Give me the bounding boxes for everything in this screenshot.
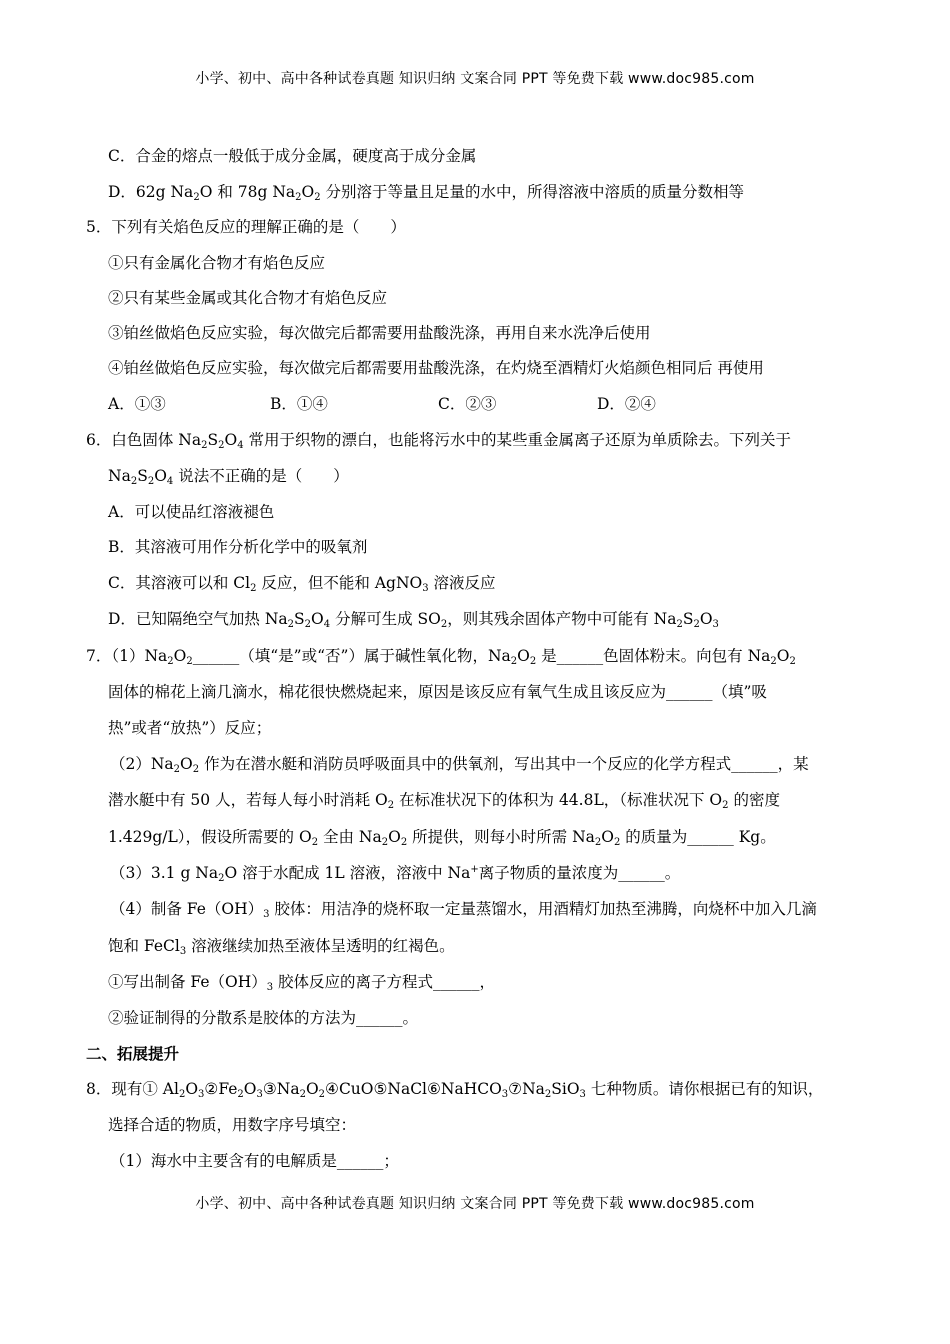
q6-text: 反应，但不能和 AgNO bbox=[256, 574, 423, 592]
q8-text: ③Na bbox=[262, 1080, 300, 1098]
q7-text: O bbox=[173, 647, 187, 665]
q6-text: ，则其残余固体产物中可能有 Na bbox=[447, 610, 677, 628]
subscript: 2 bbox=[304, 619, 312, 630]
q6-text: S bbox=[207, 431, 219, 449]
q6-text: S bbox=[682, 610, 694, 628]
subscript: 2 bbox=[193, 192, 200, 203]
q8-text: ⑦Na bbox=[508, 1080, 545, 1098]
subscript: 3 bbox=[263, 909, 270, 920]
q7-line9 bbox=[108, 935, 455, 957]
q4-d-text: D．62g Na bbox=[108, 183, 194, 201]
q7-text: O bbox=[517, 647, 530, 665]
subscript: 2 bbox=[295, 192, 302, 203]
q6-text: D．已知隔绝空气加热 Na bbox=[108, 610, 288, 628]
q6-stem-line2 bbox=[108, 465, 349, 487]
subscript: 3 bbox=[501, 1089, 509, 1100]
q7-text: O bbox=[601, 828, 614, 846]
subscript: 2 bbox=[544, 1089, 552, 1100]
subscript: 2 bbox=[201, 440, 208, 451]
subscript: 3 bbox=[256, 1089, 263, 1100]
q8-text: 七种物质。请你根据已有的知识， bbox=[585, 1080, 824, 1098]
q6-text: O bbox=[224, 431, 238, 449]
subscript: 2 bbox=[167, 656, 174, 667]
q8-text: SiO bbox=[551, 1080, 580, 1098]
subscript: 3 bbox=[266, 982, 274, 993]
q5-option-c: C．②③ bbox=[438, 395, 497, 413]
subscript: 2 bbox=[314, 192, 321, 203]
q8-line3: （1）海水中主要含有的电解质是______； bbox=[110, 1152, 399, 1170]
subscript: 4 bbox=[237, 440, 244, 451]
q6-option-c bbox=[108, 572, 496, 594]
q7-line6 bbox=[108, 826, 776, 848]
q7-text: 的密度 bbox=[728, 791, 780, 809]
subscript: 2 bbox=[173, 764, 181, 775]
q7-text: （4）制备 Fe（OH） bbox=[110, 900, 264, 918]
subscript: 2 bbox=[218, 440, 225, 451]
q7-text: 胶体：用洁净的烧杯取一定量蒸馏水，用酒精灯加热至沸腾，向烧杯中加入几滴 bbox=[269, 900, 817, 918]
subscript: 2 bbox=[440, 619, 448, 630]
q7-text: 潜水艇中有 50 人，若每人每小时消耗 O bbox=[108, 791, 388, 809]
q5-option-d: D．②④ bbox=[597, 395, 656, 413]
q6-option-b: B．其溶液可用作分析化学中的吸氧剂 bbox=[108, 538, 368, 556]
subscript: 2 bbox=[287, 619, 295, 630]
q5-statement-1: ①只有金属化合物才有焰色反应 bbox=[108, 254, 326, 272]
q4-d-text: O 和 78g Na bbox=[199, 183, 296, 201]
q7-line11: ②验证制得的分散系是胶体的方法为______。 bbox=[108, 1009, 419, 1027]
q4-option-c-text: C．合金的熔点一般低于成分金属，硬度高于成分金属 bbox=[108, 147, 477, 165]
q6-text: 说法不正确的是（ ） bbox=[173, 467, 349, 485]
q6-text: Na bbox=[108, 467, 131, 485]
subscript: 2 bbox=[192, 764, 200, 775]
q7-text: O 溶于水配成 1L 溶液，溶液中 Na bbox=[224, 864, 471, 882]
q7-text: （2）Na bbox=[110, 755, 174, 773]
q5-statement-2: ②只有某些金属或其化合物才有焰色反应 bbox=[108, 289, 388, 307]
q7-text: （3）3.1 g Na bbox=[110, 864, 219, 882]
subscript: 2 bbox=[676, 619, 683, 630]
q6-text: O bbox=[311, 610, 324, 628]
subscript: 2 bbox=[318, 1089, 326, 1100]
q6-text: S bbox=[294, 610, 305, 628]
q5-statement-3: ③铂丝做焰色反应实验，每次做完后都需要用盐酸洗涤，再用自来水洗净后使用 bbox=[108, 324, 651, 342]
q7-text: 的质量为______ Kg。 bbox=[620, 828, 776, 846]
q7-line10 bbox=[108, 971, 495, 993]
q7-text: O bbox=[388, 828, 401, 846]
q7-text: 所提供，则每小时所需 Na bbox=[407, 828, 595, 846]
q7-line2: 固体的棉花上滴几滴水，棉花很快燃烧起来，原因是该反应有氧气生成且该反应为______（填”吸 bbox=[108, 683, 767, 701]
q6-text: S bbox=[137, 467, 148, 485]
q6-text: 常用于织物的漂白，也能将污水中的某些重金属离子还原为单质除去。下列关于 bbox=[243, 431, 791, 449]
q7-line1 bbox=[86, 645, 796, 667]
q4-d-text: O bbox=[301, 183, 315, 201]
q7-text: ______（填“是”或“否”）属于碱性氧化物，Na bbox=[192, 647, 511, 665]
q7-text: 7．（1）Na bbox=[86, 647, 168, 665]
q8-text: O bbox=[243, 1080, 257, 1098]
q7-line4 bbox=[110, 753, 809, 775]
q7-text: 饱和 FeCl bbox=[108, 937, 180, 955]
page-footer: 小学、初中、高中各种试卷真题 知识归纳 文案合同 PPT 等免费下载 www.doc985.com bbox=[195, 1196, 755, 1212]
q6-text: O bbox=[699, 610, 713, 628]
subscript: 3 bbox=[712, 619, 719, 630]
subscript: 2 bbox=[250, 583, 257, 594]
q7-text: 离子物质的量浓度为______。 bbox=[478, 864, 681, 882]
subscript: 2 bbox=[381, 837, 389, 848]
q7-text: 胶体反应的离子方程式______， bbox=[273, 973, 496, 991]
subscript: 2 bbox=[218, 873, 225, 884]
q7-text: ①写出制备 Fe（OH） bbox=[108, 973, 267, 991]
subscript: 3 bbox=[579, 1089, 586, 1100]
subscript: 4 bbox=[166, 476, 174, 487]
section-heading: 二、拓展提升 bbox=[86, 1044, 180, 1063]
q7-text: 全由 Na bbox=[318, 828, 382, 846]
q6-text: 6．白色固体 Na bbox=[86, 431, 202, 449]
subscript: 2 bbox=[130, 476, 138, 487]
q8-text: ④CuO⑤NaCl⑥NaHCO bbox=[325, 1080, 502, 1098]
subscript: 2 bbox=[147, 476, 155, 487]
q7-text: 作为在潜水艇和消防员呼吸面具中的供氧剂，写出其中一个反应的化学方程式______，某 bbox=[199, 755, 809, 773]
q8-line1 bbox=[86, 1078, 823, 1100]
subscript: 3 bbox=[179, 946, 187, 957]
subscript: 2 bbox=[789, 656, 796, 667]
subscript: 2 bbox=[594, 837, 602, 848]
page-header: 小学、初中、高中各种试卷真题 知识归纳 文案合同 PPT 等免费下载 www.doc985.com bbox=[195, 71, 755, 87]
q6-text: O bbox=[154, 467, 167, 485]
subscript: 2 bbox=[299, 1089, 306, 1100]
q8-text: O bbox=[305, 1080, 319, 1098]
subscript: 2 bbox=[613, 837, 621, 848]
q6-option-a: A．可以使品红溶液褪色 bbox=[108, 503, 275, 521]
subscript: 2 bbox=[529, 656, 537, 667]
q7-text: O bbox=[776, 647, 790, 665]
subscript: 2 bbox=[722, 800, 729, 811]
q8-text: O bbox=[185, 1080, 199, 1098]
q5-statement-4: ④铂丝做焰色反应实验，每次做完后都需要用盐酸洗涤，在灼烧至酒精灯火焰颜色相同后 再使用 bbox=[108, 359, 764, 377]
q6-text: 溶液反应 bbox=[428, 574, 496, 592]
q8-line2: 选择合适的物质，用数字序号填空： bbox=[108, 1116, 357, 1134]
q8-text: ②Fe bbox=[204, 1080, 238, 1098]
q4-option-c bbox=[108, 145, 476, 167]
superscript: + bbox=[470, 864, 479, 875]
q7-text: 在标准状况下的体积为 44.8L，（标准状况下 O bbox=[394, 791, 723, 809]
q4-d-text: 分别溶于等量且足量的水中，所得溶液中溶质的质量分数相等 bbox=[320, 183, 745, 201]
q5-option-b: B．①④ bbox=[270, 395, 328, 413]
q7-text: O bbox=[180, 755, 193, 773]
subscript: 2 bbox=[186, 656, 193, 667]
q6-option-d bbox=[108, 608, 719, 630]
q7-line8 bbox=[110, 898, 817, 920]
subscript: 2 bbox=[237, 1089, 244, 1100]
q4-option-d bbox=[108, 181, 744, 203]
subscript: 4 bbox=[323, 619, 331, 630]
q6-stem-line1 bbox=[86, 429, 791, 451]
subscript: 2 bbox=[400, 837, 408, 848]
subscript: 2 bbox=[770, 656, 777, 667]
q6-text: 分解可生成 SO bbox=[330, 610, 441, 628]
subscript: 3 bbox=[198, 1089, 205, 1100]
subscript: 2 bbox=[387, 800, 395, 811]
q6-text: C．其溶液可以和 Cl bbox=[108, 574, 251, 592]
q8-text: 8．现有① Al bbox=[86, 1080, 179, 1098]
q7-line7 bbox=[110, 862, 680, 884]
q7-text: 溶液继续加热至液体呈透明的红褐色。 bbox=[186, 937, 455, 955]
subscript: 2 bbox=[178, 1089, 186, 1100]
q7-line5 bbox=[108, 789, 780, 811]
subscript: 3 bbox=[422, 583, 429, 594]
q5-option-a: A．①③ bbox=[108, 395, 166, 413]
q5-stem: 5．下列有关焰色反应的理解正确的是（ ） bbox=[86, 218, 406, 236]
subscript: 2 bbox=[693, 619, 700, 630]
subscript: 2 bbox=[311, 837, 319, 848]
q7-text: 是______色固体粉末。向包有 Na bbox=[536, 647, 771, 665]
subscript: 2 bbox=[510, 656, 518, 667]
q7-text: 1.429g/L），假设所需要的 O bbox=[108, 828, 312, 846]
q7-line3: 热”或者“放热”）反应； bbox=[108, 719, 272, 737]
